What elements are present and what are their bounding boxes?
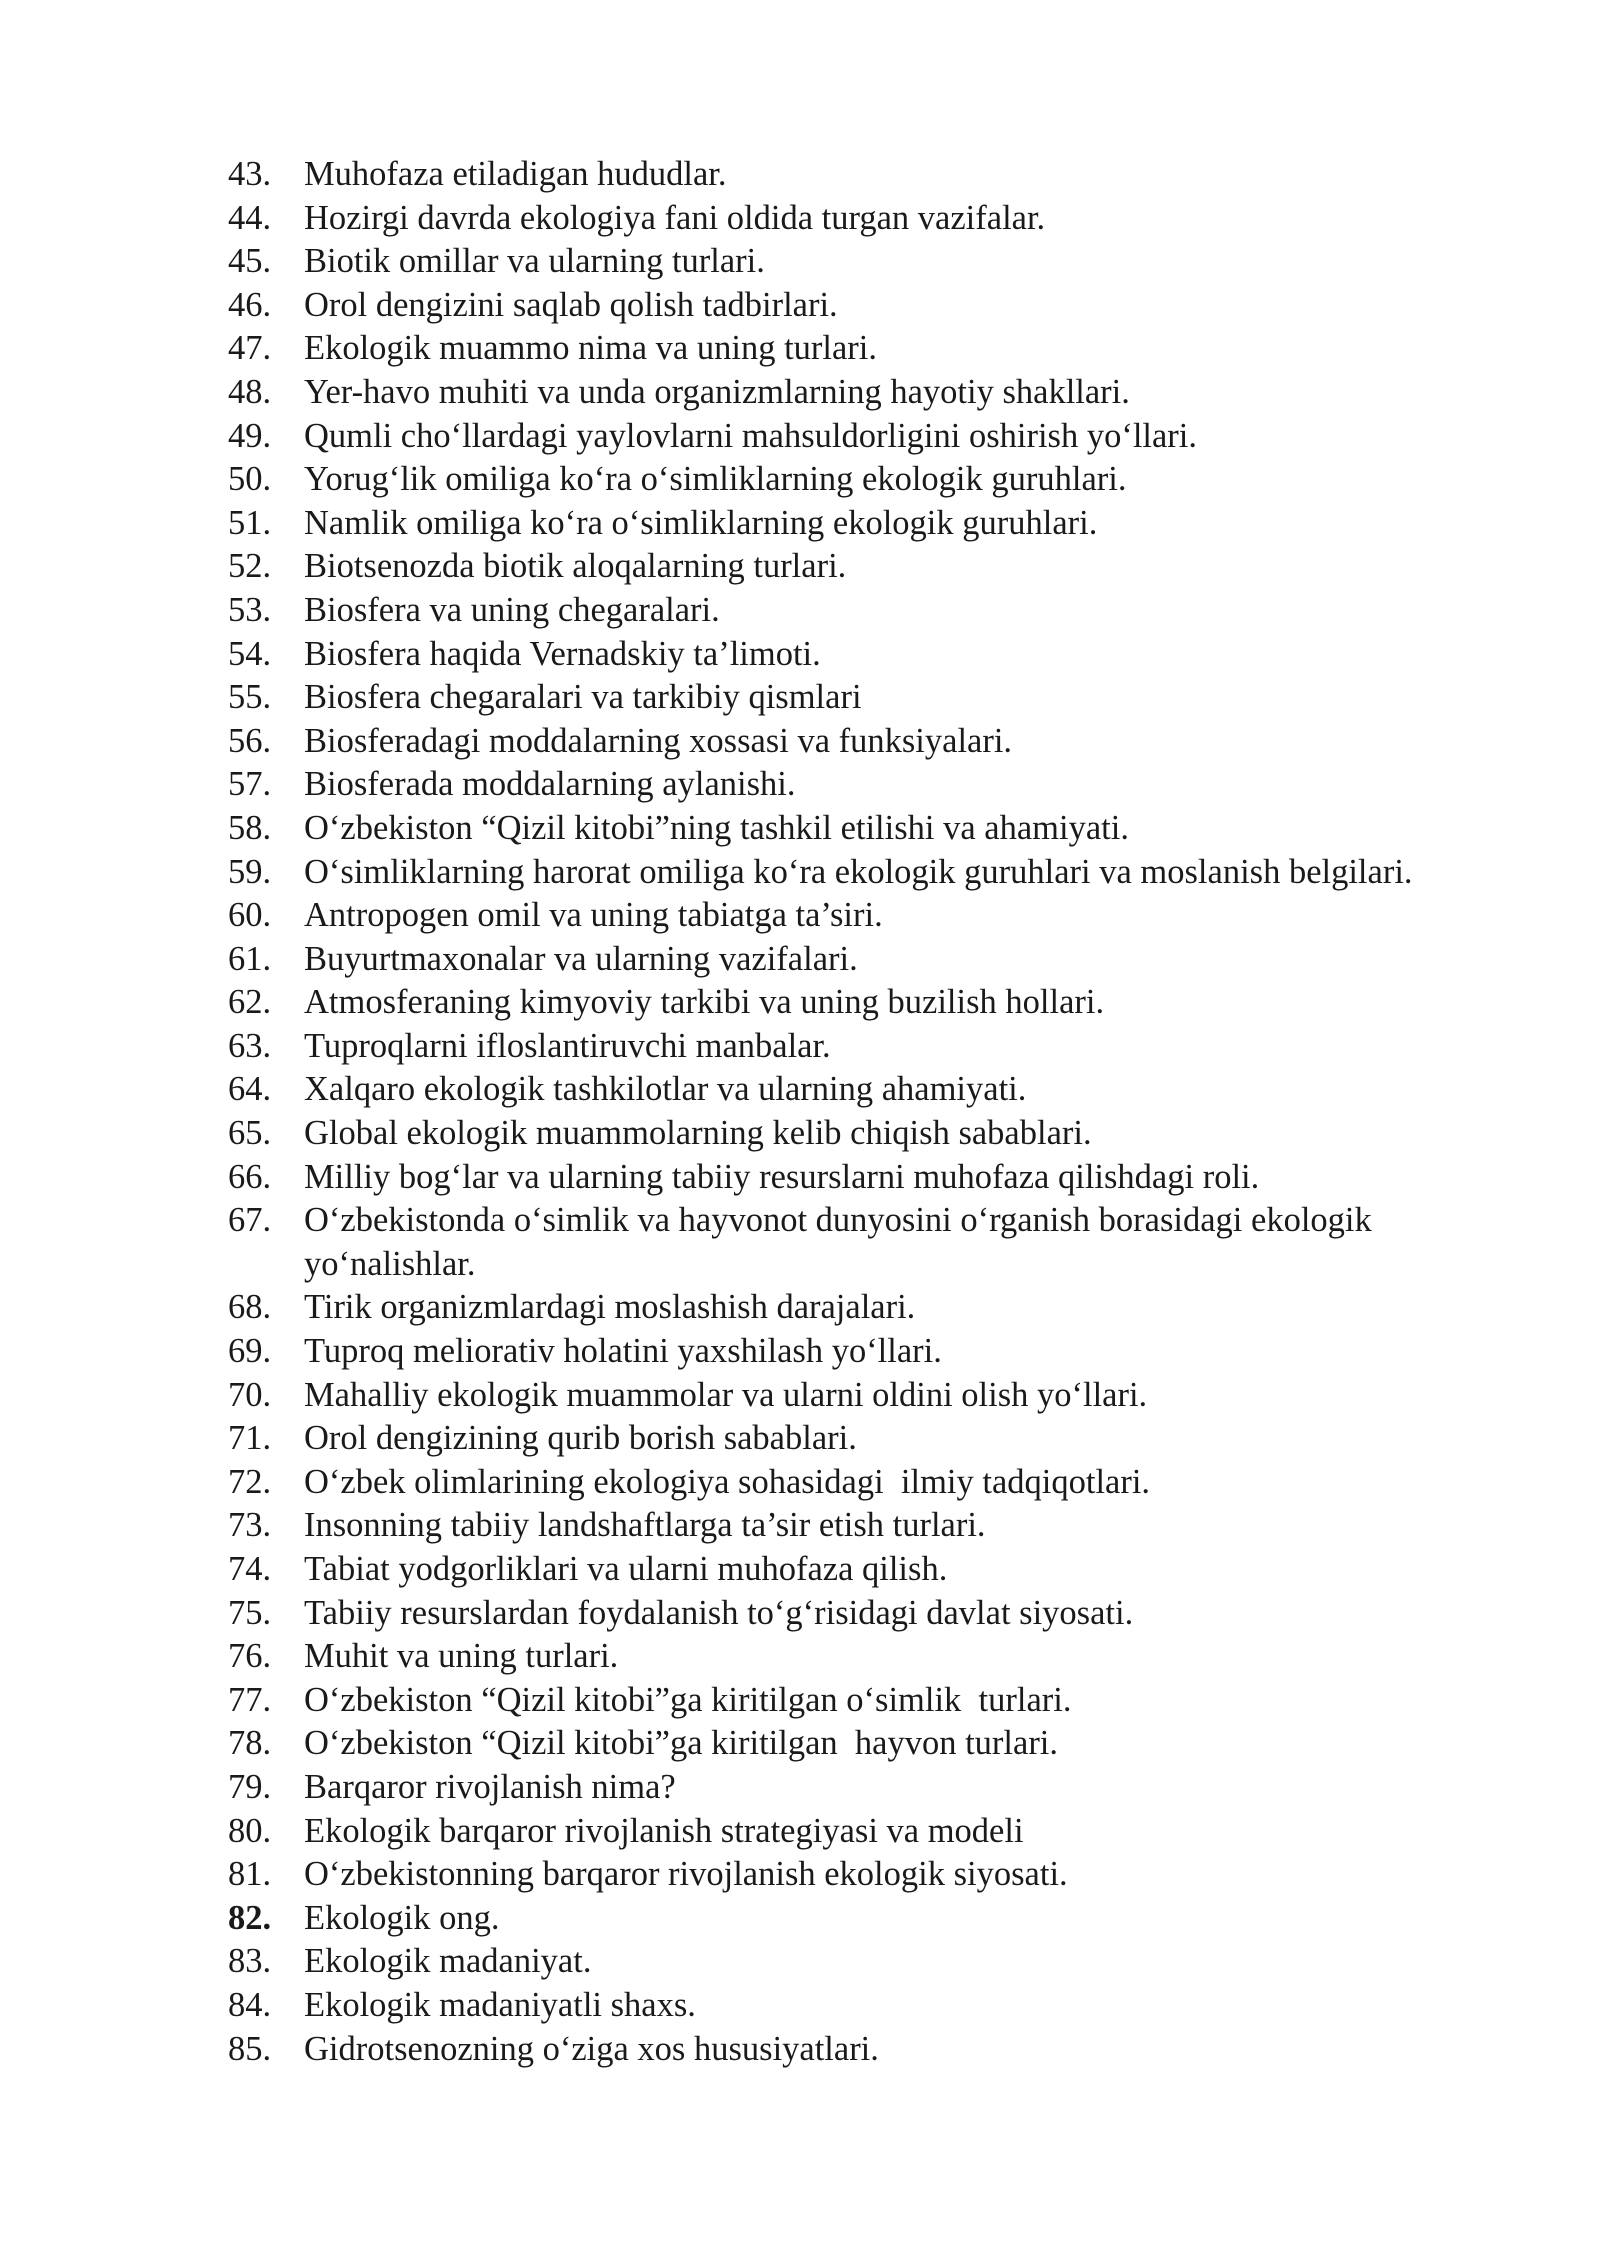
list-item xyxy=(228,1635,1478,1679)
item-text: Biotik omillar va ularning turlari. xyxy=(304,242,765,281)
item-number: 56. xyxy=(228,721,272,760)
item-text: Biosfera chegaralari va tarkibiy qismlari xyxy=(304,678,862,717)
list-item xyxy=(228,1853,1478,1897)
item-number: 66. xyxy=(228,1157,272,1196)
list-item xyxy=(228,197,1478,241)
item-text: Hozirgi davrda ekologiya fani oldida turgan vazifalar. xyxy=(304,198,1046,237)
item-text: Biosfera va uning chegaralari. xyxy=(304,590,720,629)
list-item xyxy=(228,981,1478,1025)
item-number: 68. xyxy=(228,1288,272,1327)
list-item xyxy=(228,153,1478,197)
list-item xyxy=(228,415,1478,459)
item-text: Muhit va uning turlari. xyxy=(304,1637,619,1676)
item-text: Ekologik ong. xyxy=(304,1898,500,1937)
list-item xyxy=(228,1417,1478,1461)
list-item xyxy=(228,1766,1478,1810)
item-number: 71. xyxy=(228,1419,272,1458)
item-number: 75. xyxy=(228,1593,272,1632)
list-item xyxy=(228,1286,1478,1330)
list-item xyxy=(228,1940,1478,1984)
item-text: Namlik omiliga ko‘ra o‘simliklarning ekologik guruhlari. xyxy=(304,503,1098,542)
item-text: Gidrotsenozning o‘ziga xos hususiyatlari. xyxy=(304,2029,879,2068)
item-text: Ekologik madaniyatli shaxs. xyxy=(304,1985,696,2024)
item-text: Antropogen omil va uning tabiatga ta’siri. xyxy=(304,896,883,935)
list-item xyxy=(228,458,1478,502)
item-text: Biosferada moddalarning aylanishi. xyxy=(304,765,796,804)
item-number: 44. xyxy=(228,198,272,237)
item-text: O‘zbekiston “Qizil kitobi”ga kiritilgan o‘simlik turlari. xyxy=(304,1680,1072,1719)
item-number: 49. xyxy=(228,416,272,455)
item-number: 70. xyxy=(228,1375,272,1414)
item-text: Tirik organizmlardagi moslashish darajalari. xyxy=(304,1288,916,1327)
item-text: Tuproqlarni ifloslantiruvchi manbalar. xyxy=(304,1026,831,1065)
item-text: Atmosferaning kimyoviy tarkibi va uning buzilish hollari. xyxy=(304,983,1105,1022)
list-item xyxy=(228,1112,1478,1156)
item-text: O‘simliklarning harorat omiliga ko‘ra ekologik guruhlari va moslanish belgilari. xyxy=(304,852,1413,891)
item-text: Insonning tabiiy landshaftlarga ta’sir etish turlari. xyxy=(304,1506,986,1545)
item-number: 85. xyxy=(228,2029,272,2068)
item-number: 43. xyxy=(228,155,272,193)
item-number: 46. xyxy=(228,285,272,324)
item-text: Milliy bog‘lar va ularning tabiiy resurslarni muhofaza qilishdagi roli. xyxy=(304,1157,1260,1196)
list-item xyxy=(228,720,1478,764)
item-text: O‘zbekistonning barqaror rivojlanish ekologik siyosati. xyxy=(304,1855,1068,1894)
item-text: Biosfera haqida Vernadskiy ta’limoti. xyxy=(304,634,821,673)
item-text: O‘zbekiston “Qizil kitobi”ga kiritilgan hayvon turlari. xyxy=(304,1724,1059,1763)
list-item xyxy=(228,1504,1478,1548)
list-item xyxy=(228,763,1478,807)
item-number: 73. xyxy=(228,1506,272,1545)
list-item xyxy=(228,240,1478,284)
list-item xyxy=(228,545,1478,589)
list-item xyxy=(228,1156,1478,1200)
item-number: 50. xyxy=(228,460,272,499)
item-number: 47. xyxy=(228,329,272,368)
item-number: 63. xyxy=(228,1026,272,1065)
list-item xyxy=(228,1025,1478,1069)
list-item xyxy=(228,676,1478,720)
list-item xyxy=(228,851,1478,895)
item-text: Xalqaro ekologik tashkilotlar va ularning ahamiyati. xyxy=(304,1070,1027,1109)
item-number: 60. xyxy=(228,896,272,935)
list-item xyxy=(228,938,1478,982)
list-item xyxy=(228,894,1478,938)
item-number: 67. xyxy=(228,1201,272,1240)
item-text: Buyurtmaxonalar va ularning vazifalari. xyxy=(304,939,858,978)
item-number: 54. xyxy=(228,634,272,673)
item-number: 82. xyxy=(228,1898,272,1937)
item-number: 57. xyxy=(228,765,272,804)
item-number: 81. xyxy=(228,1855,272,1894)
item-text: Biotsenozda biotik aloqalarning turlari. xyxy=(304,547,847,586)
item-text: Yorug‘lik omiliga ko‘ra o‘simliklarning ekologik guruhlari. xyxy=(304,460,1127,499)
list-item xyxy=(228,1722,1478,1766)
list-item xyxy=(228,1548,1478,1592)
item-text: Barqaror rivojlanish nima? xyxy=(304,1767,676,1806)
list-item xyxy=(228,1461,1478,1505)
list-item xyxy=(228,284,1478,328)
question-list xyxy=(228,153,1478,2071)
list-item xyxy=(228,1679,1478,1723)
list-item xyxy=(228,807,1478,851)
list-item xyxy=(228,1374,1478,1418)
item-text: O‘zbekistonda o‘simlik va hayvonot dunyosini o‘rganish borasidagi ekologik yo‘nalishlar. xyxy=(304,1201,1381,1283)
list-item xyxy=(228,1592,1478,1636)
list-item xyxy=(228,1199,1478,1286)
item-number: 76. xyxy=(228,1637,272,1676)
item-number: 55. xyxy=(228,678,272,717)
item-number: 69. xyxy=(228,1332,272,1371)
list-item xyxy=(228,633,1478,677)
item-text: Tuproq meliorativ holatini yaxshilash yo‘llari. xyxy=(304,1332,942,1371)
item-number: 80. xyxy=(228,1811,272,1850)
list-item xyxy=(228,2028,1478,2072)
item-text: Mahalliy ekologik muammolar va ularni oldini olish yo‘llari. xyxy=(304,1375,1148,1414)
item-number: 78. xyxy=(228,1724,272,1763)
list-item xyxy=(228,502,1478,546)
list-item xyxy=(228,589,1478,633)
item-number: 64. xyxy=(228,1070,272,1109)
item-number: 72. xyxy=(228,1462,272,1501)
item-number: 84. xyxy=(228,1985,272,2024)
list-item xyxy=(228,1330,1478,1374)
item-text: Global ekologik muammolarning kelib chiqish sabablari. xyxy=(304,1114,1092,1153)
item-text: Qumli cho‘llardagi yaylovlarni mahsuldorligini oshirish yo‘llari. xyxy=(304,416,1198,455)
item-number: 79. xyxy=(228,1767,272,1806)
item-text: Biosferadagi moddalarning xossasi va funksiyalari. xyxy=(304,721,1013,760)
item-text: Muhofaza etiladigan hududlar. xyxy=(304,155,727,193)
item-number: 45. xyxy=(228,242,272,281)
item-number: 74. xyxy=(228,1550,272,1588)
list-item xyxy=(228,1810,1478,1854)
item-number: 53. xyxy=(228,590,272,629)
item-text: Tabiat yodgorliklari va ularni muhofaza qilish. xyxy=(304,1550,948,1588)
item-text: Yer-havo muhiti va unda organizmlarning hayotiy shakllari. xyxy=(304,372,1130,411)
item-text: Ekologik muammo nima va uning turlari. xyxy=(304,329,877,368)
item-number: 59. xyxy=(228,852,272,891)
item-number: 61. xyxy=(228,939,272,978)
item-text: O‘zbek olimlarining ekologiya sohasidagi ilmiy tadqiqotlari. xyxy=(304,1462,1151,1501)
item-text: O‘zbekiston “Qizil kitobi”ning tashkil etilishi va ahamiyati. xyxy=(304,808,1129,847)
item-text: Ekologik barqaror rivojlanish strategiyasi va modeli xyxy=(304,1811,1024,1850)
item-number: 77. xyxy=(228,1680,272,1719)
item-number: 65. xyxy=(228,1114,272,1153)
list-item xyxy=(228,327,1478,371)
item-number: 58. xyxy=(228,808,272,847)
item-text: Tabiiy resurslardan foydalanish to‘g‘risidagi davlat siyosati. xyxy=(304,1593,1134,1632)
list-item xyxy=(228,371,1478,415)
item-number: 51. xyxy=(228,503,272,542)
item-text: Ekologik madaniyat. xyxy=(304,1942,592,1981)
item-text: Orol dengizining qurib borish sabablari. xyxy=(304,1419,857,1458)
list-item xyxy=(228,1984,1478,2028)
list-item xyxy=(228,1897,1478,1941)
list-item xyxy=(228,1068,1478,1112)
item-text: Orol dengizini saqlab qolish tadbirlari. xyxy=(304,285,838,324)
item-number: 48. xyxy=(228,372,272,411)
item-number: 52. xyxy=(228,547,272,586)
item-number: 83. xyxy=(228,1942,272,1981)
item-number: 62. xyxy=(228,983,272,1022)
